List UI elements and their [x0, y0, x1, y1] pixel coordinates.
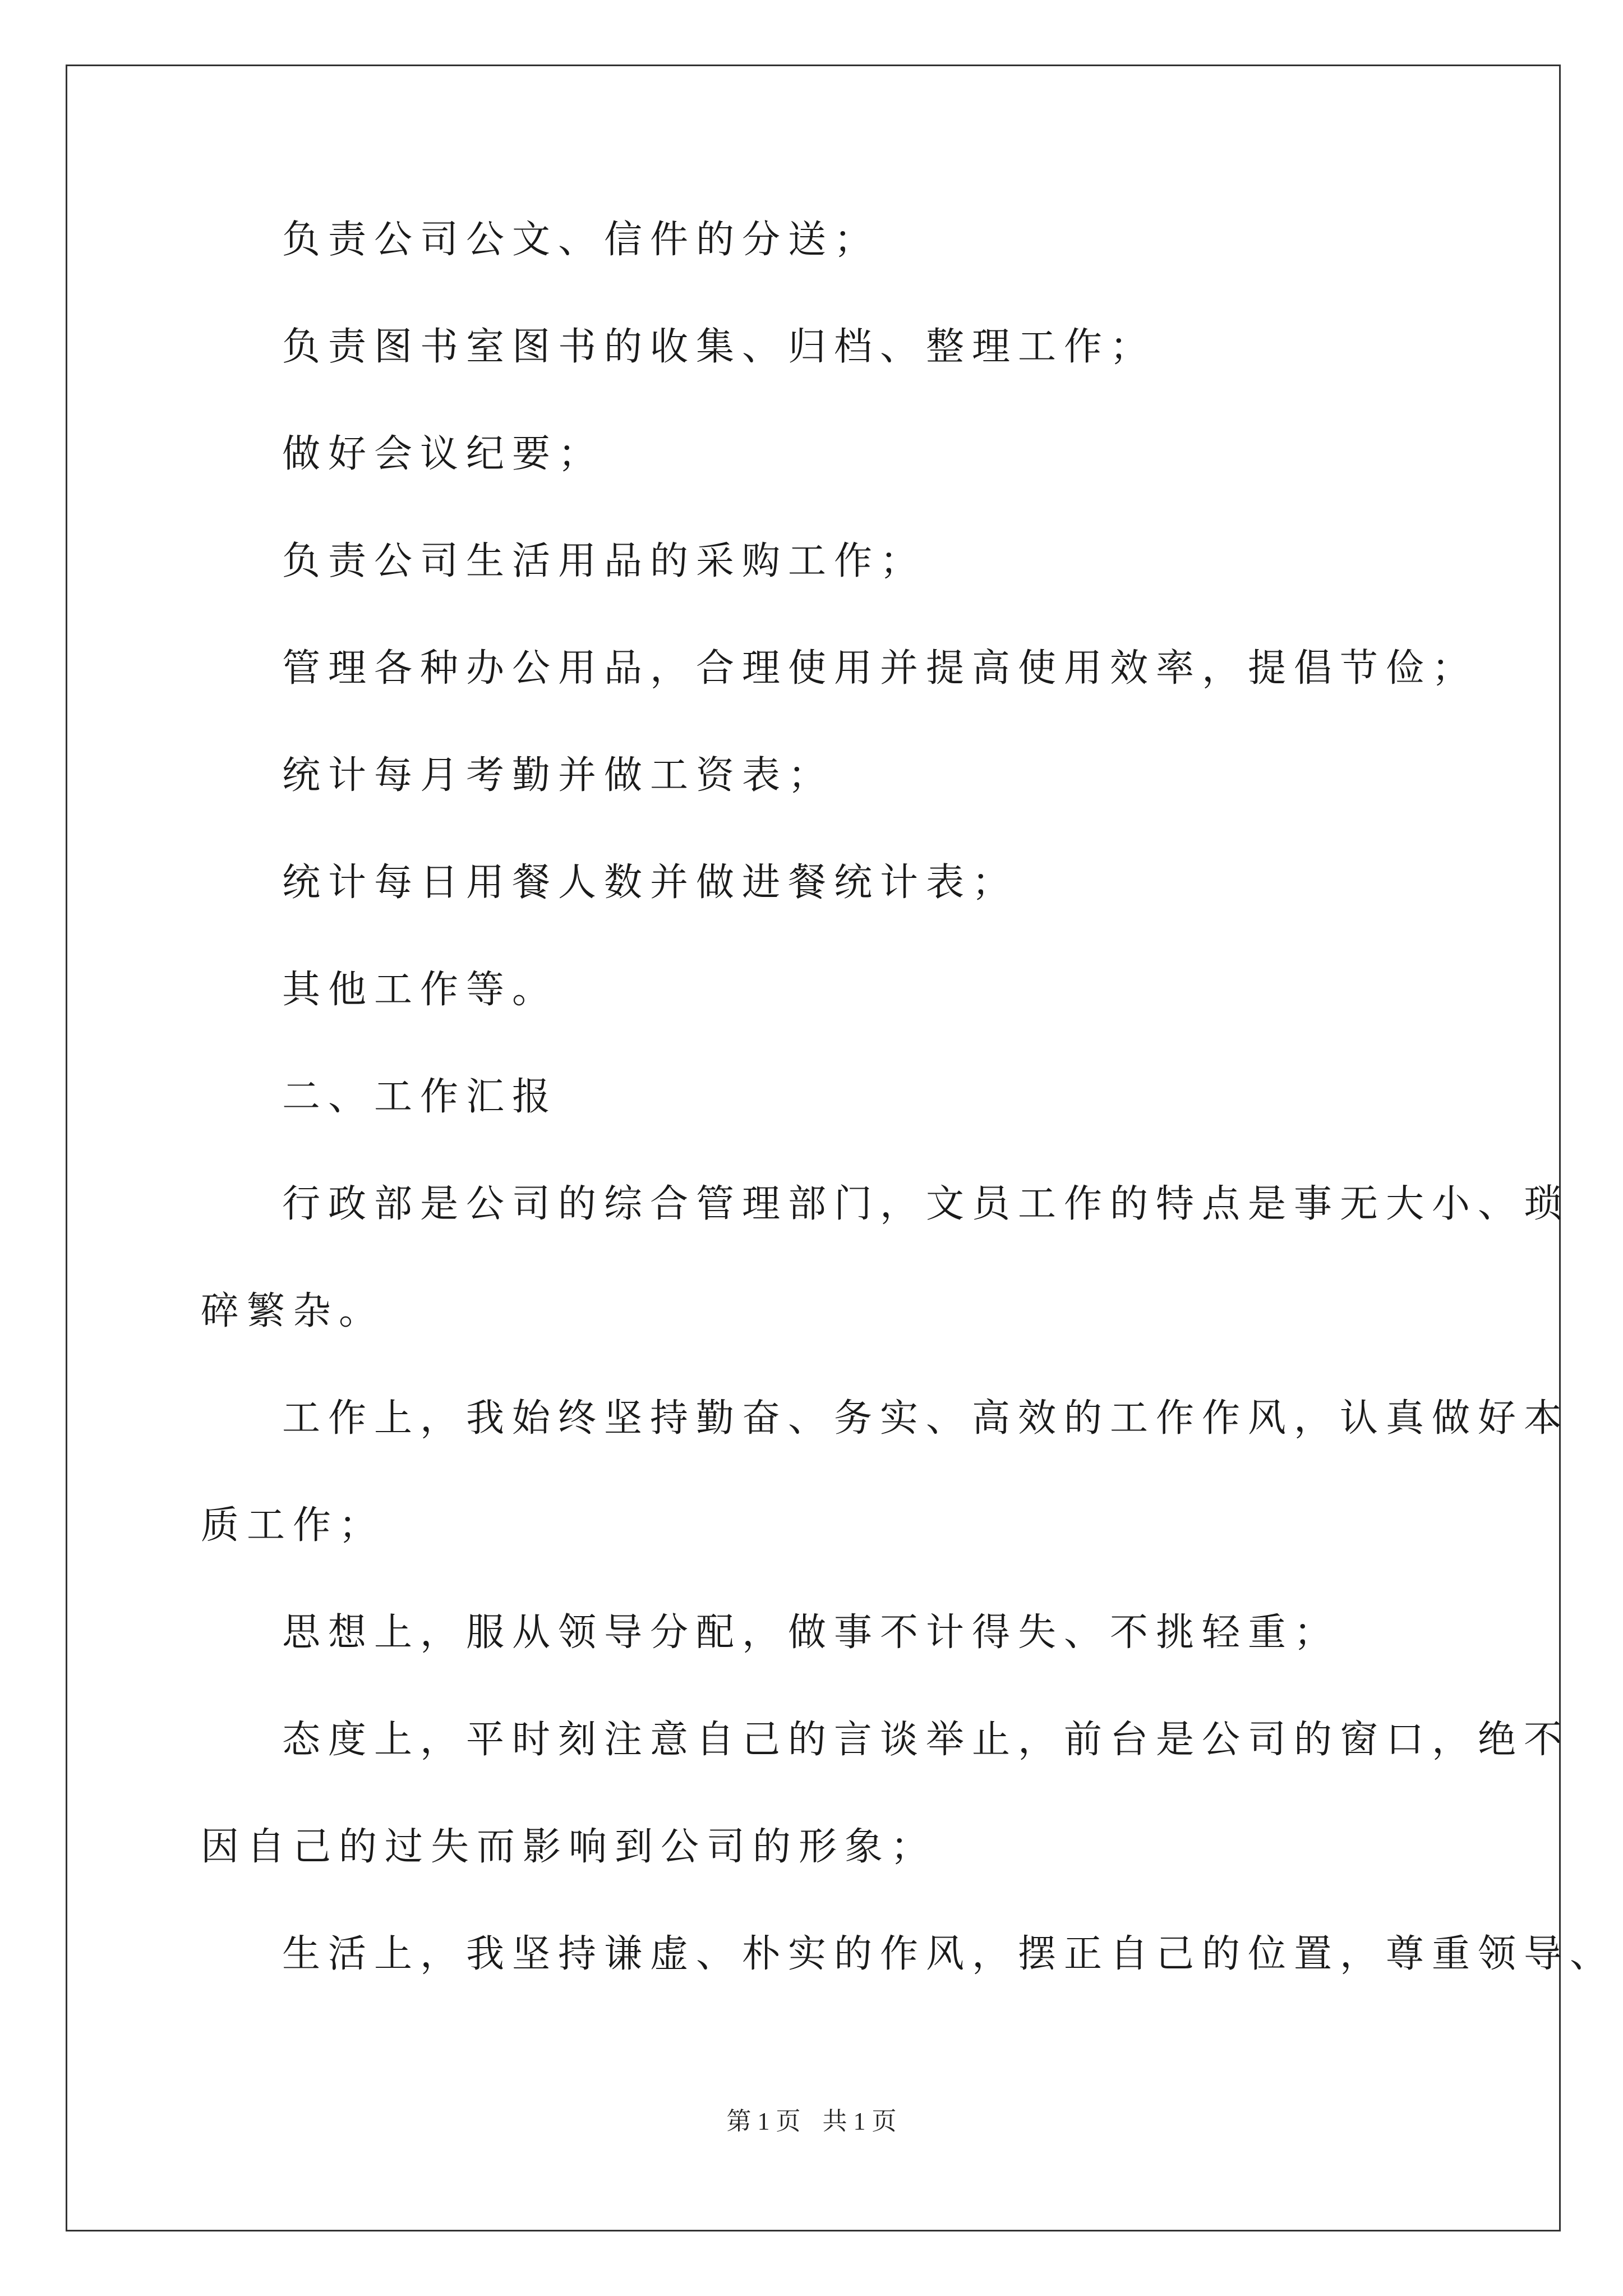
paragraph-line: 负责图书室图书的收集、归档、整理工作； — [282, 325, 1156, 369]
paragraph-continuation: 碎繁杂。 — [201, 1289, 385, 1333]
page-footer — [0, 2101, 1623, 2137]
paragraph-line: 态度上，平时刻注意自己的言谈举止，前台是公司的窗口，绝不 — [282, 1718, 1570, 1762]
paragraph-continuation: 因自己的过失而影响到公司的形象； — [201, 1825, 937, 1869]
paragraph-line: 行政部是公司的综合管理部门，文员工作的特点是事无大小、琐 — [282, 1182, 1570, 1226]
paragraph-line: 做好会议纪要； — [282, 432, 605, 476]
paragraph-line: 统计每日用餐人数并做进餐统计表； — [282, 861, 1018, 905]
page-number: 第 1 页 — [726, 2108, 801, 2135]
page-total: 共 1 页 — [822, 2108, 897, 2135]
paragraph-line: 管理各种办公用品，合理使用并提高使用效率，提倡节俭； — [282, 646, 1478, 691]
paragraph-line: 其他工作等。 — [282, 968, 559, 1012]
paragraph-line: 统计每月考勤并做工资表； — [282, 753, 834, 798]
page-border — [66, 65, 1561, 2231]
paragraph-line: 思想上，服从领导分配，做事不计得失、不挑轻重； — [282, 1611, 1340, 1655]
paragraph-line: 工作上，我始终坚持勤奋、务实、高效的工作作风，认真做好本 — [282, 1396, 1570, 1441]
paragraph-line: 生活上，我坚持谦虚、朴实的作风，摆正自己的位置，尊重领导、 — [282, 1932, 1616, 1976]
paragraph-continuation: 质工作； — [201, 1503, 385, 1548]
paragraph-line: 负责公司生活用品的采购工作； — [282, 539, 926, 583]
section-heading: 二、工作汇报 — [282, 1075, 559, 1119]
paragraph-line: 负责公司公文、信件的分送； — [282, 218, 880, 262]
